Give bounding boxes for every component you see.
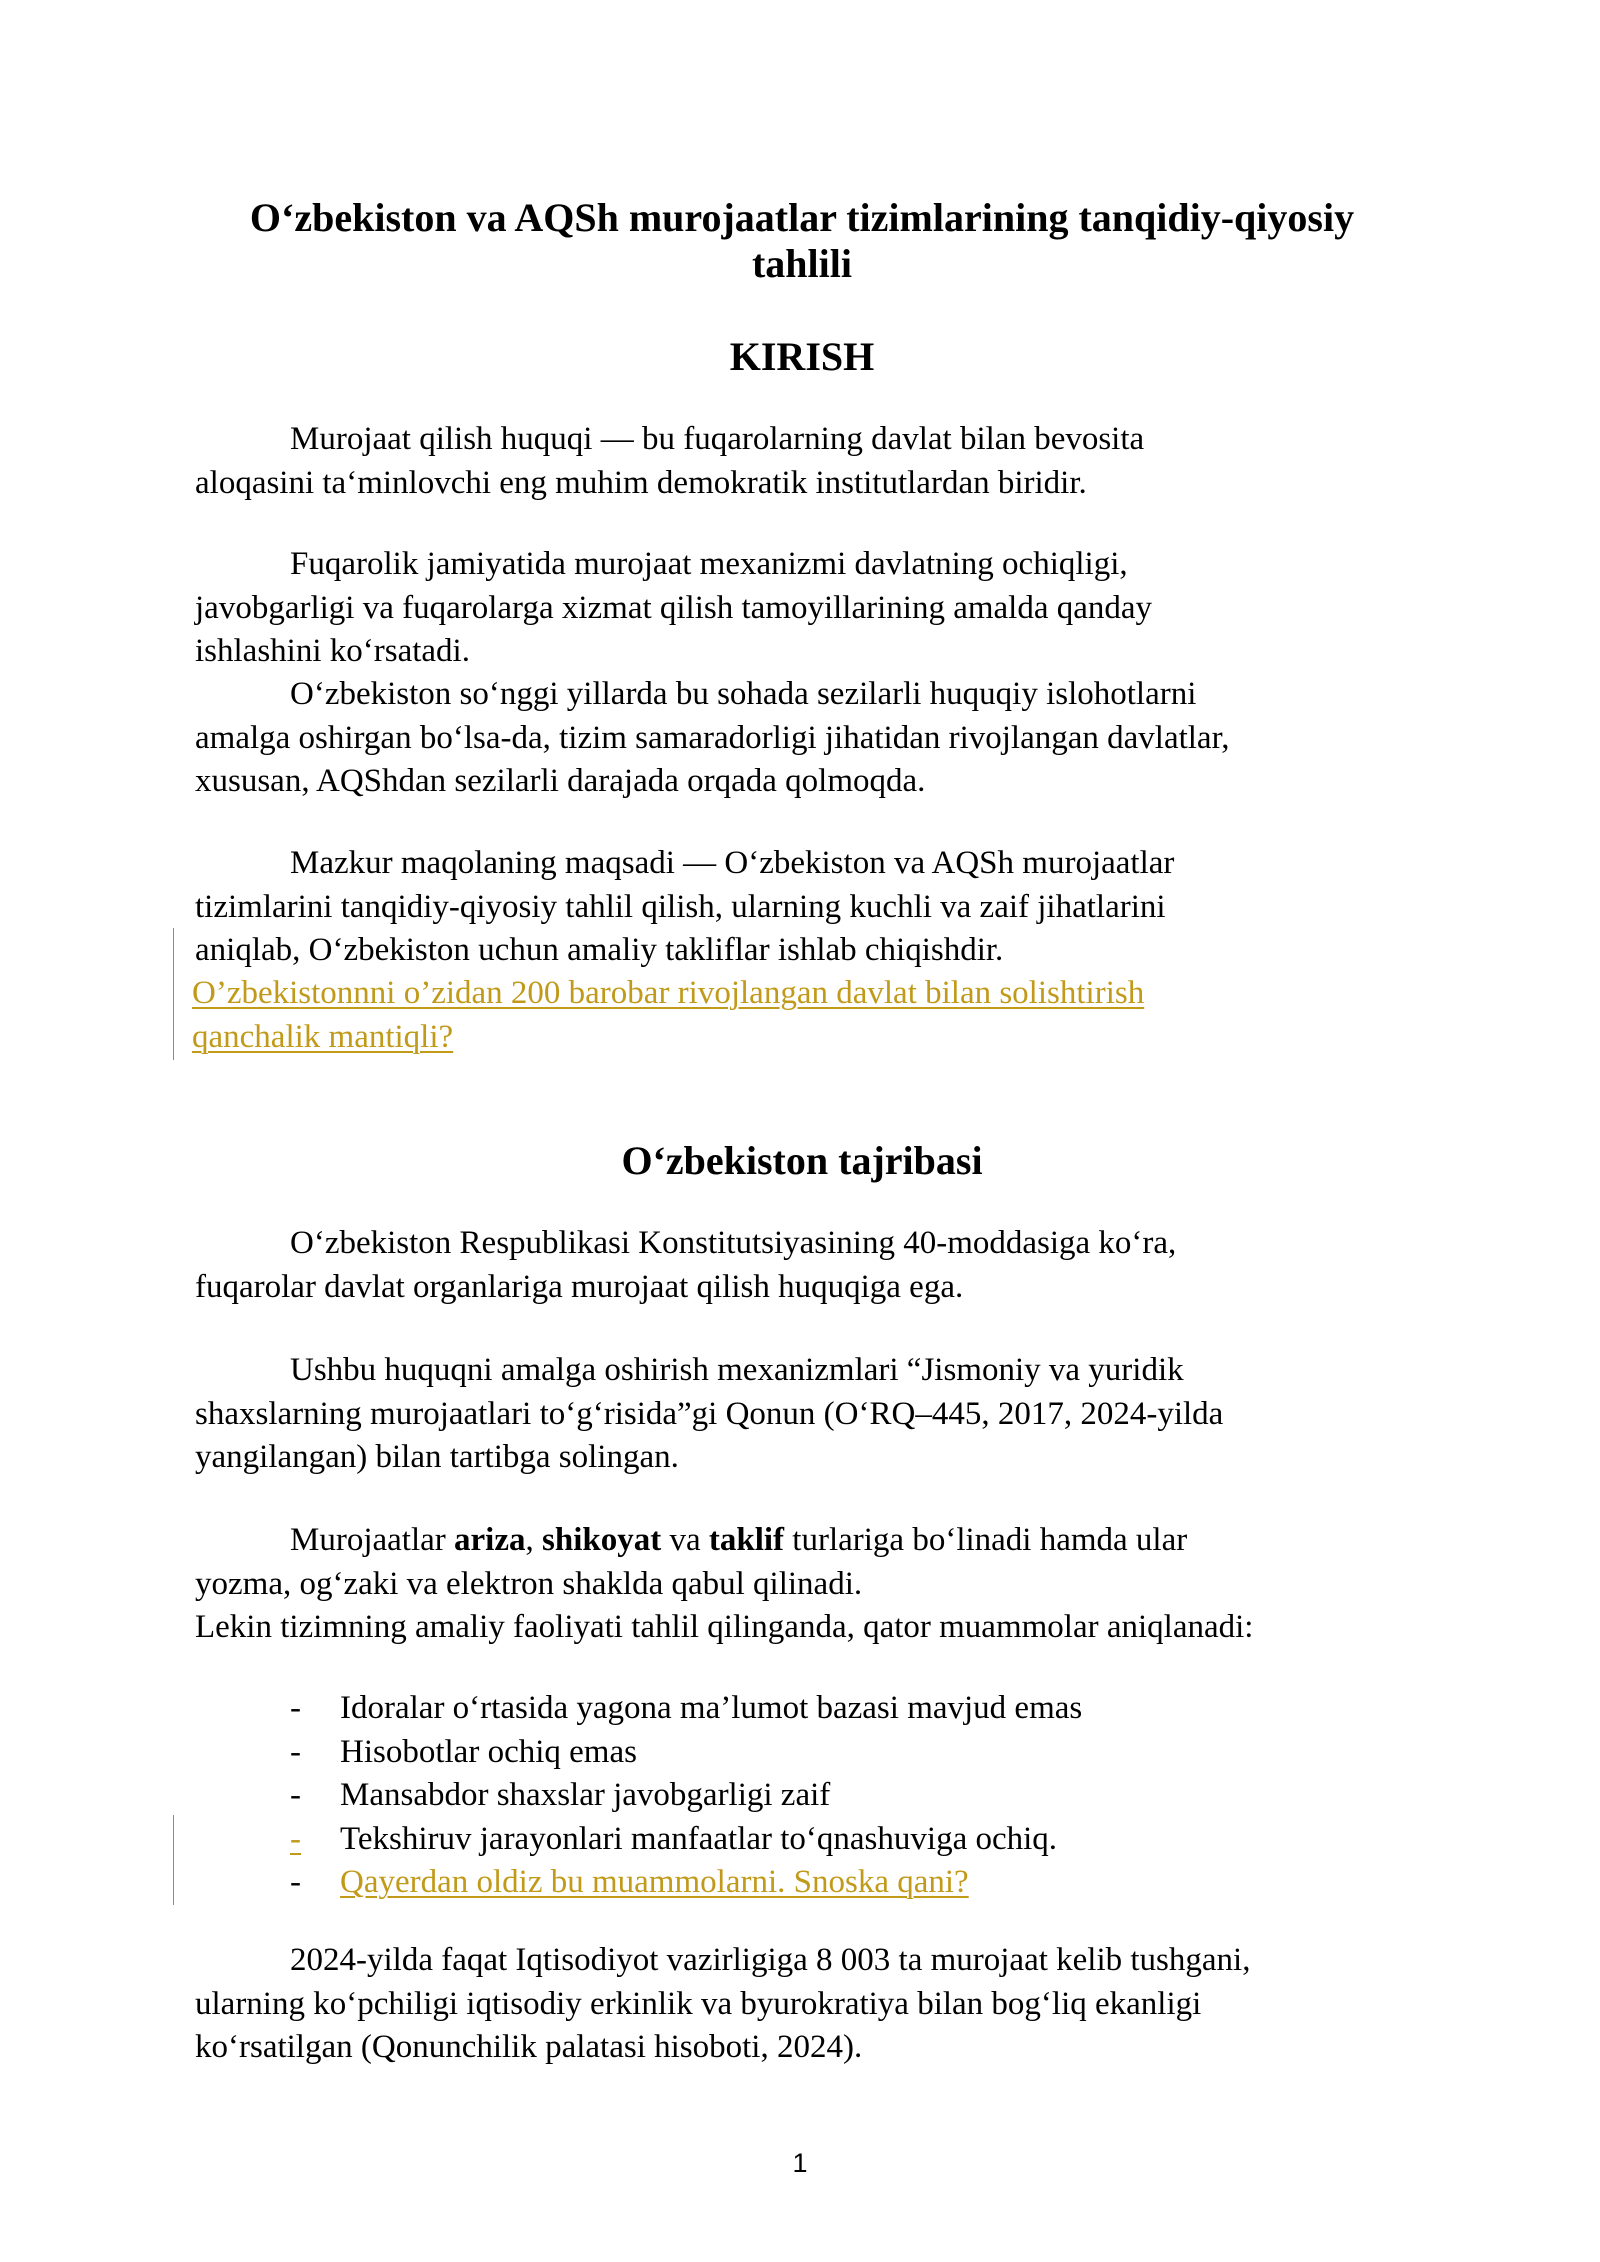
text-run: va — [661, 1522, 709, 1558]
bold-term-taklif: taklif — [708, 1522, 785, 1558]
list-dash: - — [290, 1733, 301, 1770]
list-dash: - — [290, 1777, 301, 1813]
problems-list — [290, 1687, 1390, 1905]
page-number: 1 — [792, 2148, 808, 2178]
list-item-text: Tekshiruv jarayonlari manfaatlar to‘qnashuviga ochiq. — [340, 1820, 1058, 1857]
paragraph-line: yozma, og‘zaki va elektron shaklda qabul qilinadi. — [195, 1565, 863, 1602]
paragraph-5 — [195, 1222, 1435, 1309]
paragraph-line: aloqasini ta‘minlovchi eng muhim demokratik institutlardan biridir. — [195, 464, 1087, 501]
paragraph-line: javobgarligi va fuqarolarga xizmat qilish tamoyillarining amalda qanday — [195, 589, 1153, 626]
list-item — [290, 1818, 1390, 1862]
paragraph-line: ko‘rsatilgan (Qonunchilik palatasi hisoboti, 2024). — [195, 2029, 863, 2065]
paragraph-line: ishlashini ko‘rsatadi. — [195, 633, 470, 669]
paragraph-line: fuqarolar davlat organlariga murojaat qilish huquqiga ega. — [195, 1268, 964, 1305]
list-dash: - — [290, 1864, 301, 1900]
review-comment-1[interactable] — [192, 972, 1432, 1059]
list-item — [290, 1687, 1390, 1731]
text-run: , — [525, 1522, 542, 1558]
paragraph-6 — [195, 1349, 1435, 1480]
paragraph-line: Fuqarolik jamiyatida murojaat mexanizmi davlatning ochiqligi, — [290, 546, 1128, 582]
paragraph-4 — [195, 842, 1435, 973]
paragraph-line — [195, 1519, 1435, 1563]
text-run: Murojaatlar — [290, 1522, 455, 1558]
paragraph-1 — [195, 418, 1435, 505]
paragraph-line: aniqlab, O‘zbekiston uchun amaliy takliflar ishlab chiqishdir. — [195, 932, 1004, 968]
bold-term-shikoyat: shikoyat — [542, 1522, 662, 1558]
comment-line: qanchalik mantiqli? — [192, 1018, 454, 1055]
intro-heading: KIRISH — [729, 334, 875, 379]
paragraph-line: shaxslarning murojaatlari to‘g‘risida”gi Qonun (O‘RQ–445, 2017, 2024-yilda — [195, 1395, 1224, 1432]
bold-term-ariza: ariza — [454, 1522, 526, 1558]
title-line-1: O‘zbekiston va AQSh murojaatlar tizimlarining tanqidiy-qiyosiy — [249, 195, 1355, 240]
paragraph-line: Murojaat qilish huquqi — bu fuqarolarning davlat bilan bevosita — [290, 421, 1145, 457]
paragraph-2 — [195, 543, 1435, 674]
list-item-comment[interactable] — [290, 1861, 1390, 1905]
text-run: turlariga bo‘linadi hamda ular — [784, 1522, 1188, 1558]
list-dash-tracked: - — [290, 1820, 301, 1857]
paragraph-line: ularning ko‘pchiligi iqtisodiy erkinlik va byurokratiya bilan bog‘liq ekanligi — [195, 1985, 1202, 2022]
list-item-text: Hisobotlar ochiq emas — [340, 1733, 637, 1770]
list-item — [290, 1731, 1390, 1775]
change-bar — [173, 928, 174, 1060]
paragraph-3 — [195, 673, 1435, 804]
paragraph-line: Mazkur maqolaning maqsadi — O‘zbekiston va AQSh murojaatlar — [290, 845, 1175, 881]
list-item — [290, 1774, 1390, 1818]
comment-line: O’zbekistonnni o’zidan 200 barobar rivojlangan davlat bilan solishtirish — [192, 975, 1145, 1011]
paragraph-line: xususan, AQShdan sezilarli darajada orqada qolmoqda. — [195, 763, 926, 799]
review-comment-2: Qayerdan oldiz bu muammolarni. Snoska qani? — [340, 1864, 969, 1900]
paragraph-8 — [195, 1939, 1435, 2070]
paragraph-line: Ushbu huquqni amalga oshirish mexanizmlari “Jismoniy va yuridik — [290, 1352, 1184, 1388]
paragraph-line: O‘zbekiston Respublikasi Konstitutsiyasining 40-moddasiga ko‘ra, — [290, 1225, 1177, 1261]
list-item-text: Idoralar o‘rtasida yagona ma’lumot bazasi mavjud emas — [340, 1690, 1083, 1726]
document-title — [190, 195, 1414, 287]
section-heading: O‘zbekiston tajribasi — [621, 1138, 983, 1183]
paragraph-line: O‘zbekiston so‘nggi yillarda bu sohada sezilarli huquqiy islohotlarni — [290, 676, 1197, 712]
paragraph-line: yangilangan) bilan tartibga solingan. — [195, 1439, 679, 1475]
list-dash: - — [290, 1690, 301, 1726]
title-line-2: tahlili — [751, 241, 853, 286]
paragraph-line: Lekin tizimning amaliy faoliyati tahlil qilinganda, qator muammolar aniqlanadi: — [195, 1609, 1254, 1645]
change-bar — [173, 1815, 174, 1905]
paragraph-line: 2024-yilda faqat Iqtisodiyot vazirligiga 8 003 ta murojaat kelib tushgani, — [290, 1942, 1251, 1978]
paragraph-line: tizimlarini tanqidiy-qiyosiy tahlil qilish, ularning kuchli va zaif jihatlarini — [195, 888, 1166, 925]
paragraph-7 — [195, 1519, 1435, 1650]
paragraph-line: amalga oshirgan bo‘lsa-da, tizim samaradorligi jihatidan rivojlangan davlatlar, — [195, 719, 1230, 756]
list-item-text: Mansabdor shaxslar javobgarligi zaif — [340, 1777, 831, 1813]
